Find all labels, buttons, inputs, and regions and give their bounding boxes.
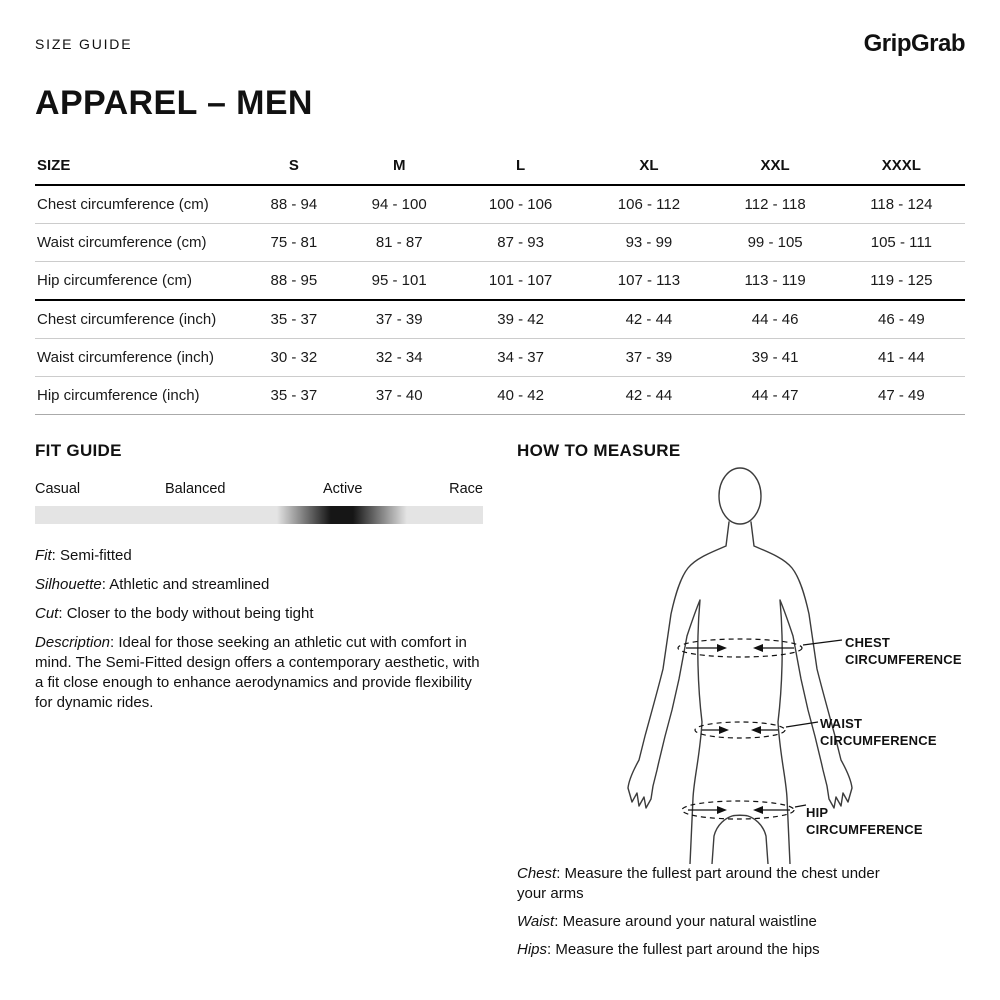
size-value-cell: 93 - 99 [585,224,712,262]
size-value-cell: 112 - 118 [713,185,838,224]
size-value-cell: 88 - 94 [245,185,342,224]
fit-scale-label-balanced: Balanced [165,481,226,497]
size-value-cell: 32 - 34 [343,339,456,377]
measurement-row-label: Waist circumference (cm) [35,224,245,262]
fit-scale-gradient-bar [35,506,483,524]
size-table-row [35,185,965,224]
size-table-row [35,262,965,301]
measurement-row-label: Hip circumference (inch) [35,377,245,415]
size-value-cell: 113 - 119 [713,262,838,301]
size-header-m: M [343,147,456,185]
fit-scale-label-casual: Casual [35,481,81,497]
fit-attribute-fit: Fit: Semi-fitted [35,547,132,564]
measure-instruction-hips: Hips: Measure the fullest part around the hips [517,941,820,958]
waist-circumference-label: WAIST CIRCUMFERENCE [820,716,937,748]
size-value-cell: 94 - 100 [343,185,456,224]
size-table-row [35,339,965,377]
fit-attribute-description: Description: Ideal for those seeking an athletic cut with comfort in mind. The Semi-Fitted design offers a contemporary aesthetic, with a fit close enough to enhance aerodynamics and provide flexibility for dynamic rides. [35,634,480,711]
size-value-cell: 47 - 49 [838,377,965,415]
fit-attribute-silhouette: Silhouette: Athletic and streamlined [35,576,270,593]
measure-instructions [517,864,892,960]
size-value-cell: 40 - 42 [456,377,585,415]
fit-attribute-value: Closer to the body without being tight [66,605,314,622]
fit-scale-label-race: Race [449,481,483,497]
fit-attribute-value: Ideal for those seeking an athletic cut with comfort in mind. The Semi-Fitted design offers a contemporary aesthetic, with a fit close enough to enhance aerodynamics and provide flexibility for dynamic rides. [35,634,480,711]
fit-attribute-label: Cut [35,605,59,622]
size-value-cell: 106 - 112 [585,185,712,224]
fit-scale-labels [35,481,483,499]
size-header-xxl: XXL [713,147,838,185]
page-title: APPAREL – MEN [35,84,313,122]
fit-attribute-cut: Cut: Closer to the body without being tight [35,605,314,622]
size-table-row [35,300,965,339]
measurement-row-label: Chest circumference (inch) [35,300,245,339]
measure-instruction-waist: Waist: Measure around your natural waistline [517,913,817,930]
size-header-xl: XL [585,147,712,185]
header [35,30,965,58]
fit-scale-label-active: Active [323,481,363,497]
size-column-header: SIZE [35,147,245,185]
size-value-cell: 44 - 46 [713,300,838,339]
size-value-cell: 42 - 44 [585,300,712,339]
measurement-row-label: Chest circumference (cm) [35,185,245,224]
size-value-cell: 35 - 37 [245,377,342,415]
head-outline [719,468,761,524]
size-table [35,147,965,415]
size-value-cell: 37 - 40 [343,377,456,415]
how-to-measure-heading: HOW TO MEASURE [517,441,681,460]
size-table-header-row [35,147,965,185]
size-value-cell: 101 - 107 [456,262,585,301]
measure-arrowheads [717,644,763,814]
size-value-cell: 39 - 41 [713,339,838,377]
size-value-cell: 81 - 87 [343,224,456,262]
size-value-cell: 37 - 39 [585,339,712,377]
size-value-cell: 44 - 47 [713,377,838,415]
size-value-cell: 75 - 81 [245,224,342,262]
size-value-cell: 105 - 111 [838,224,965,262]
measurement-row-label: Waist circumference (inch) [35,339,245,377]
size-value-cell: 119 - 125 [838,262,965,301]
measure-instruction-chest: Chest: Measure the fullest part around the chest under your arms [517,865,880,902]
size-value-cell: 35 - 37 [245,300,342,339]
size-header-l: L [456,147,585,185]
measure-instruction-value: Measure around your natural waistline [562,913,817,930]
fit-attribute-value: Athletic and streamlined [109,576,270,593]
size-value-cell: 88 - 95 [245,262,342,301]
fit-guide-heading: FIT GUIDE [35,441,122,460]
size-table-row [35,377,965,415]
size-value-cell: 118 - 124 [838,185,965,224]
size-value-cell: 39 - 42 [456,300,585,339]
size-value-cell: 30 - 32 [245,339,342,377]
size-value-cell: 107 - 113 [585,262,712,301]
fit-attribute-label: Silhouette [35,576,102,593]
measurement-figure [517,464,965,864]
size-value-cell: 41 - 44 [838,339,965,377]
size-table-row [35,224,965,262]
how-to-measure-section [517,441,965,968]
fit-attributes [35,546,483,713]
hip-circumference-label: HIP CIRCUMFERENCE [806,805,923,837]
gripgrab-logo: GripGrab [863,30,965,57]
measure-instruction-value: Measure the fullest part around the hips [555,941,820,958]
size-value-cell: 46 - 49 [838,300,965,339]
measure-instruction-value: Measure the fullest part around the chest under your arms [517,865,880,902]
size-value-cell: 42 - 44 [585,377,712,415]
fit-attribute-label: Description [35,634,111,651]
size-header-xxxl: XXXL [838,147,965,185]
chest-circumference-label: CHEST CIRCUMFERENCE [845,635,962,667]
size-value-cell: 100 - 106 [456,185,585,224]
measure-instruction-label: Waist [517,913,555,930]
fit-guide-section [35,441,483,968]
size-value-cell: 34 - 37 [456,339,585,377]
fit-attribute-value: Semi-fitted [60,547,132,564]
lower-columns [35,441,965,968]
size-guide-label: SIZE GUIDE [35,36,133,52]
size-value-cell: 99 - 105 [713,224,838,262]
measure-instruction-label: Chest [517,865,557,882]
fit-attribute-label: Fit [35,547,52,564]
size-header-s: S [245,147,342,185]
size-value-cell: 87 - 93 [456,224,585,262]
size-value-cell: 37 - 39 [343,300,456,339]
size-value-cell: 95 - 101 [343,262,456,301]
measure-instruction-label: Hips [517,941,548,958]
measurement-row-label: Hip circumference (cm) [35,262,245,301]
